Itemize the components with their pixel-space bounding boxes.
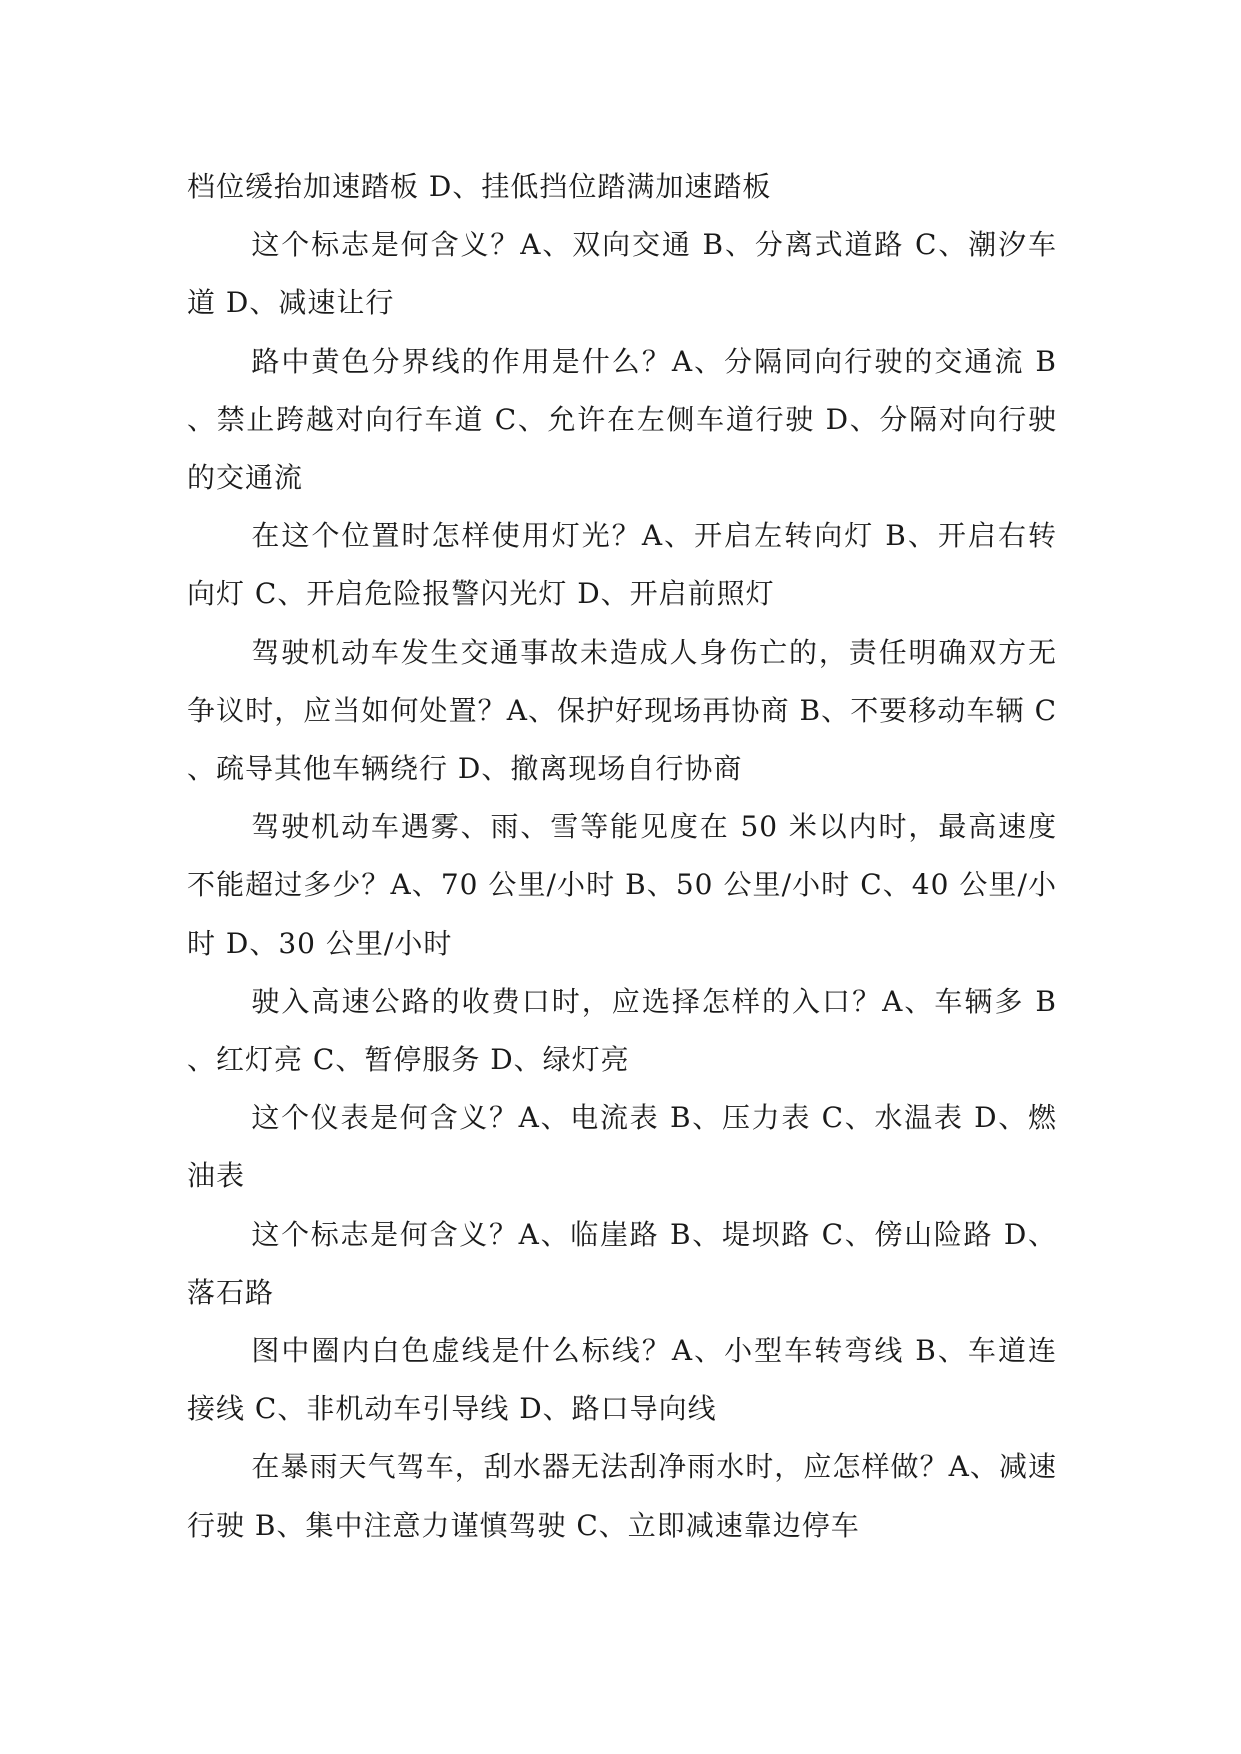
paragraph-4: 在这个位置时怎样使用灯光？A、开启左转向灯 B、开启右转向灯 C、开启危险报警闪光灯 D、开启前照灯 bbox=[187, 519, 1057, 611]
paragraph-11: 在暴雨天气驾车，刮水器无法刮净雨水时，应怎样做？A、减速行驶 B、集中注意力谨慎驾驶 C、立即减速靠边停车 bbox=[187, 1450, 1057, 1542]
paragraph-6: 驾驶机动车遇雾、雨、雪等能见度在 50 米以内时，最高速度不能超过多少？A、70 公里/小时 B、50 公里/小时 C、40 公里/小时 D、30 公里/小时 bbox=[187, 810, 1057, 960]
paragraph-1: 档位缓抬加速踏板 D、挂低挡位踏满加速踏板 bbox=[187, 170, 772, 203]
document-body bbox=[187, 158, 1057, 1555]
paragraph-10: 图中圈内白色虚线是什么标线？A、小型车转弯线 B、车道连接线 C、非机动车引导线 D、路口导向线 bbox=[187, 1334, 1057, 1426]
paragraph-7: 驶入高速公路的收费口时，应选择怎样的入口？A、车辆多 B、红灯亮 C、暂停服务 D、绿灯亮 bbox=[187, 984, 1057, 1077]
paragraph-9: 这个标志是何含义？A、临崖路 B、堤坝路 C、傍山险路 D、落石路 bbox=[187, 1217, 1057, 1309]
paragraph-3: 路中黄色分界线的作用是什么？A、分隔同向行驶的交通流 B、禁止跨越对向行车道 C、允许在左侧车道行驶 D、分隔对向行驶的交通流 bbox=[187, 344, 1057, 495]
paragraph-8: 这个仪表是何含义？A、电流表 B、压力表 C、水温表 D、燃油表 bbox=[187, 1101, 1057, 1193]
paragraph-5: 驾驶机动车发生交通事故未造成人身伤亡的，责任明确双方无争议时，应当如何处置？A、保护好现场再协商 B、不要移动车辆 C、疏导其他车辆绕行 D、撤离现场自行协商 bbox=[187, 635, 1057, 786]
paragraph-2: 这个标志是何含义？A、双向交通 B、分离式道路 C、潮汐车道 D、减速让行 bbox=[187, 228, 1057, 320]
